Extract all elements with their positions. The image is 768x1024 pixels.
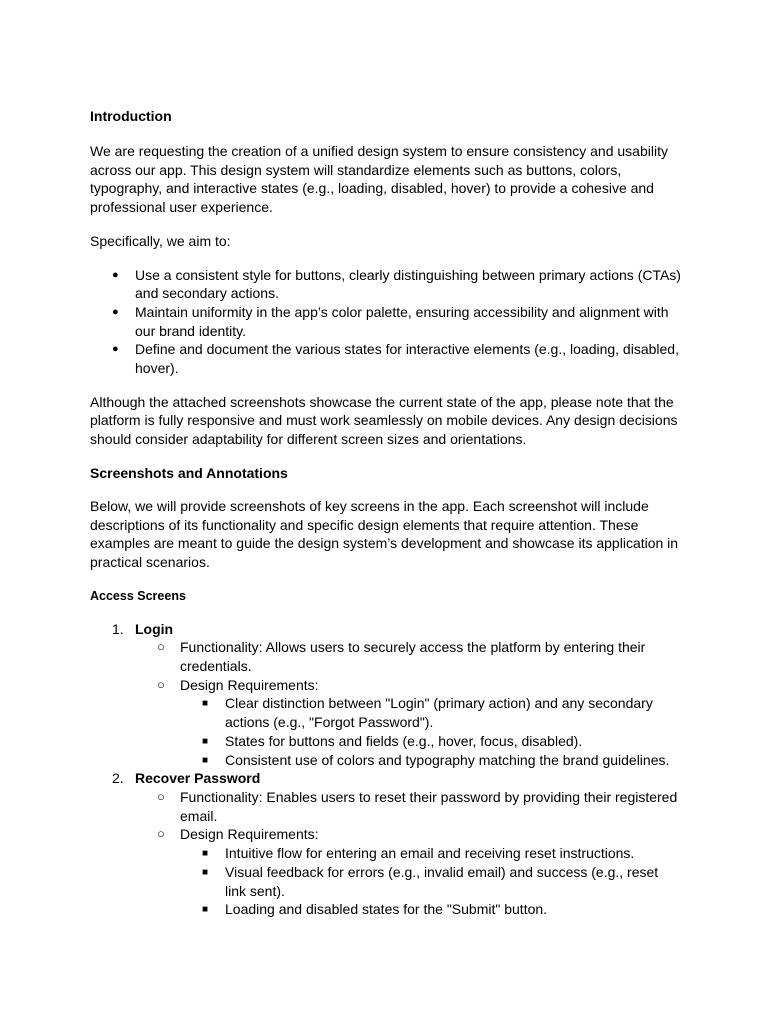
aims-list: [90, 266, 682, 378]
screenshots-heading: Screenshots and Annotations: [90, 464, 288, 481]
requirement-item: ■ Loading and disabled states for the "Submit" button.: [180, 900, 682, 919]
responsive-paragraph: Although the attached screenshots showcase the current state of the app, please note that the platform is fully responsive and must work seamlessly on mobile devices. Any design decisions should consider adaptability for different screen sizes and orientations.: [90, 393, 678, 448]
aims-lead: Specifically, we aim to:: [90, 232, 231, 249]
design-requirements-item: [135, 825, 682, 919]
list-item: ● Use a consistent style for buttons, clearly distinguishing between primary actions (CTAs) and secondary actions.: [90, 266, 682, 303]
screen-item-recover-password: [90, 769, 682, 919]
login-requirements: [180, 694, 682, 769]
design-requirements-label: Design Requirements:: [180, 676, 319, 693]
requirement-item: ■ Visual feedback for errors (e.g., invalid email) and success (e.g., reset link sent).: [180, 863, 682, 900]
intro-paragraph: We are requesting the creation of a unified design system to ensure consistency and usability across our app. This design system will standardize elements such as buttons, colors, typography, and interactive states (e.g., loading, disabled, hover) to provide a cohesive and professional user experience.: [90, 143, 668, 216]
recover-requirements: [180, 844, 682, 919]
login-details: [135, 638, 682, 769]
item-number: 1.: [112, 620, 124, 637]
requirement-item: ■ States for buttons and fields (e.g., hover, focus, disabled).: [180, 732, 682, 751]
design-requirements-label: Design Requirements:: [180, 826, 319, 843]
item-title: Recover Password: [135, 770, 261, 787]
recover-details: [135, 788, 682, 919]
access-screens-list: [90, 620, 682, 919]
screen-item-login: [90, 620, 682, 770]
functionality-text: ○ Functionality: Allows users to securely access the platform by entering their credentials.: [135, 638, 682, 675]
requirement-item: ■ Consistent use of colors and typography matching the brand guidelines.: [180, 751, 682, 770]
design-requirements-item: [135, 676, 682, 770]
intro-heading: Introduction: [90, 108, 172, 124]
list-item: ● Define and document the various states for interactive elements (e.g., loading, disabled, hover).: [90, 340, 682, 377]
list-item: ● Maintain uniformity in the app’s color palette, ensuring accessibility and alignment with our brand identity.: [90, 303, 682, 340]
screenshots-paragraph: Below, we will provide screenshots of key screens in the app. Each screenshot will include descriptions of its functionality and specific design elements that require attention. These examples are meant to guide the design system’s development and showcase its application in practical scenarios.: [90, 497, 679, 570]
requirement-item: ■ Intuitive flow for entering an email and receiving reset instructions.: [180, 844, 682, 863]
requirement-item: ■ Clear distinction between "Login" (primary action) and any secondary actions (e.g., "Forgot Password").: [180, 694, 682, 731]
functionality-text: ○ Functionality: Enables users to reset their password by providing their registered email.: [135, 788, 682, 825]
access-screens-heading: Access Screens: [90, 588, 186, 603]
item-number: 2.: [112, 770, 124, 787]
item-title: Login: [135, 620, 174, 637]
